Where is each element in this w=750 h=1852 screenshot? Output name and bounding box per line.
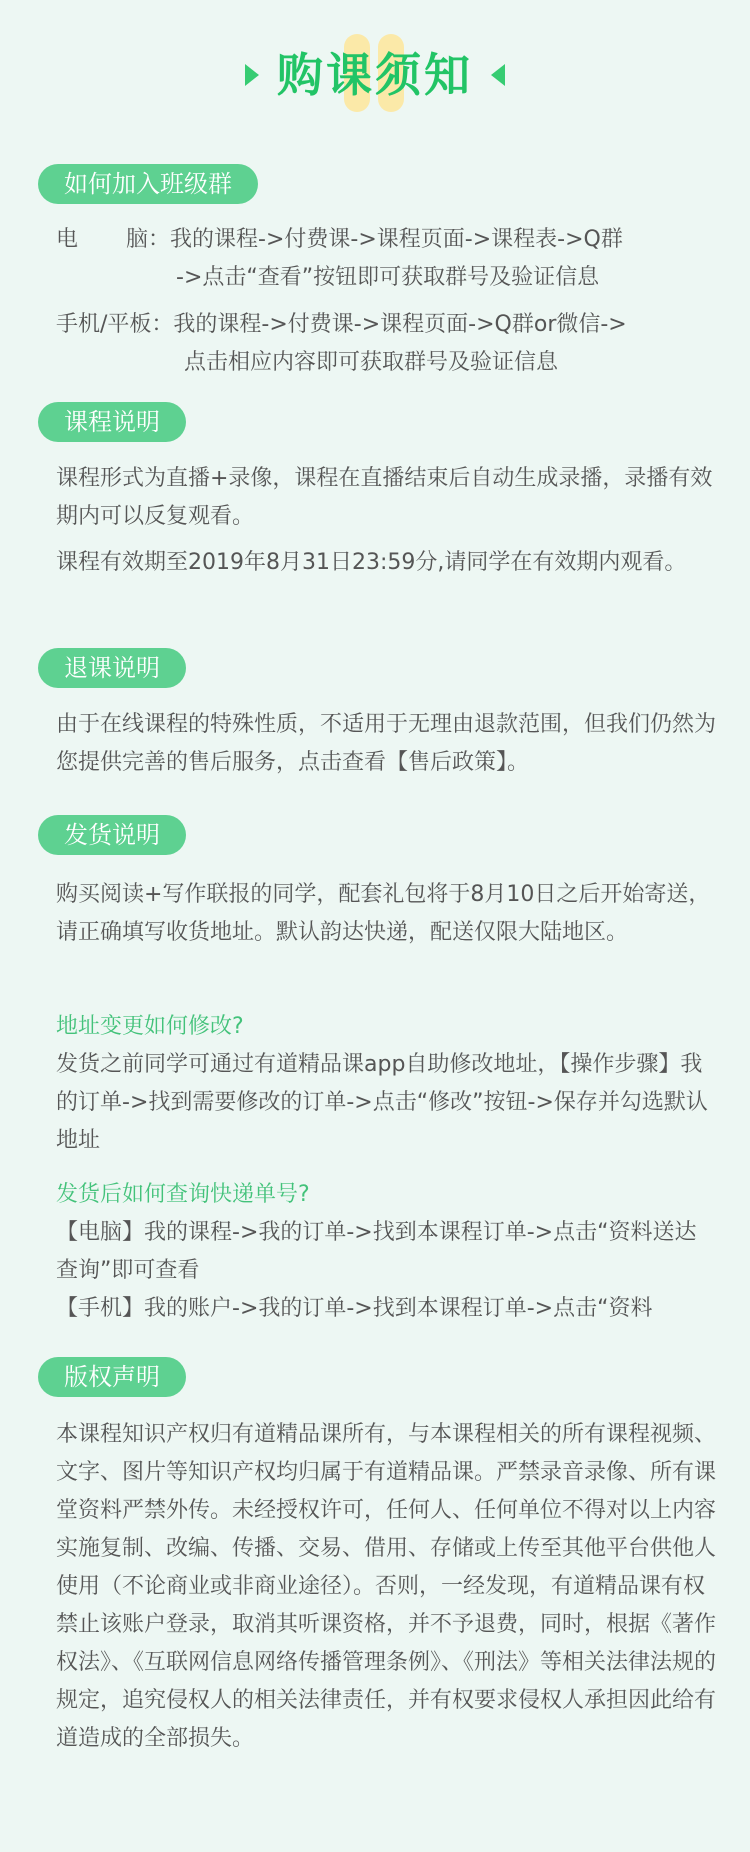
refund-paragraph[interactable]: 由于在线课程的特殊性质，不适用于无理由退款范围，但我们仍然为您提供完善的售后服务，点击查看【售后政策】。 [56,712,717,775]
copyright-paragraph: 本课程知识产权归有道精品课所有，与本课程相关的所有课程视频、文字、图片等知识产权均归属于有道精品课。严禁录音录像、所有课堂资料严禁外传。未经授权许可，任何人、任何单位不得对以上内容实施复制、改编、传播、交易、借用、存储或上传至其他平台供他人使用（不论商业或非商业途径）。否则，一经发现，有道精品课有权禁止该账户登录，取消其听课资格，并不予退费，同时，根据《著作权法》、《互联网信息网络传播管理条例》、《刑法》等相关法律法规的规定，追究侵权人的相关法律责任，并有权要求侵权人承担因此给有道造成的全部损失。 [56,1422,717,1751]
triangle-right-icon [245,64,259,86]
mobile-row [56,306,627,344]
mobile-label: 手机/平板： [56,312,174,337]
pc-row [56,221,623,259]
shipping-question-2: 发货后如何查询快递单号? [56,1182,310,1207]
mobile-line-2: 点击相应内容即可获取群号及验证信息 [184,350,559,375]
shipping-answer-2-mobile: 【手机】我的账户->我的订单->找到本课程订单->点击“资料 [56,1296,653,1321]
course-info-paragraph-2: 课程有效期至2019年8月31日23:59分,请同学在有效期内观看。 [56,550,687,575]
mobile-line-1: 我的课程->付费课->课程页面->Q群or微信-> [173,312,627,337]
course-info-paragraph-1: 课程形式为直播+录像，课程在直播结束后自动生成录播，录播有效期内可以反复观看。 [56,466,713,529]
shipping-paragraph: 购买阅读+写作联报的同学，配套礼包将于8月10日之后开始寄送，请正确填写收货地址。默认韵达快递，配送仅限大陆地区。 [56,882,711,945]
pc-label-2: 脑： [126,227,171,252]
triangle-left-icon [491,64,505,86]
section-title-copyright: 版权声明 [38,1357,186,1397]
section-title-refund: 退课说明 [38,648,186,688]
page-title: 购课须知 [277,48,473,102]
pc-line-1: 我的课程->付费课->课程页面->课程表->Q群 [170,227,623,252]
pc-label-1: 电 [56,227,79,252]
shipping-answer-2-pc: 【电脑】我的课程->我的订单->找到本课程订单->点击“资料送达查询”即可查看 [56,1220,697,1283]
section-title-course-info: 课程说明 [38,402,186,442]
section-title-join-group: 如何加入班级群 [38,164,258,204]
pc-line-2: ->点击“查看”按钮即可获取群号及验证信息 [176,265,600,290]
section-title-shipping: 发货说明 [38,815,186,855]
shipping-question-1: 地址变更如何修改? [56,1014,244,1039]
page-header [0,42,750,112]
shipping-answer-1: 发货之前同学可通过有道精品课app自助修改地址，【操作步骤】我的订单->找到需要修改的订单->点击“修改”按钮->保存并勾选默认地址 [56,1052,708,1153]
